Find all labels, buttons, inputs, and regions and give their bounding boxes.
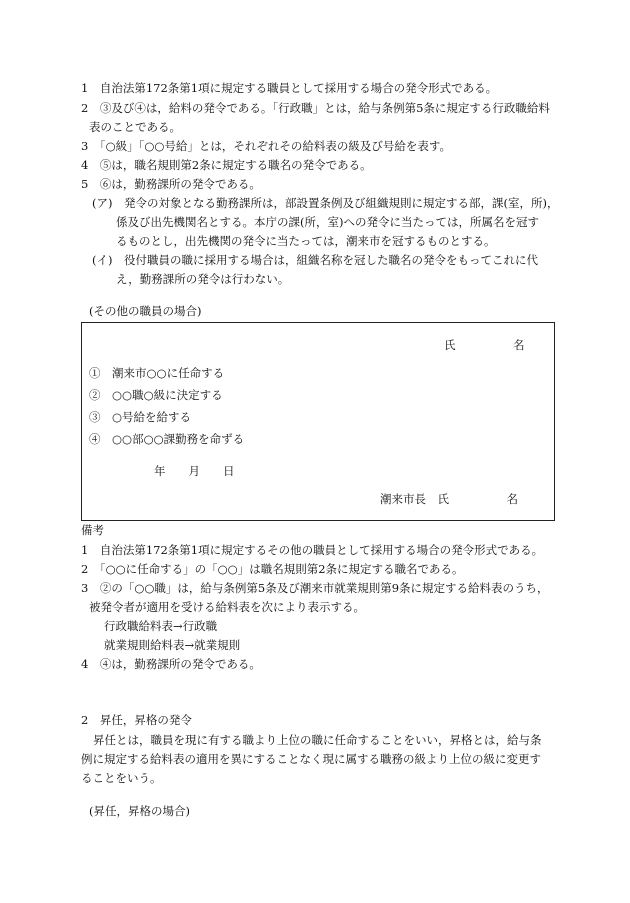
section2-subtitle: (昇任，昇格の場合): [89, 804, 190, 818]
note-5-a-cont1: 係及び出先機関名とする。本庁の課(所，室)への発令に当たっては，所属名を冠す: [116, 215, 539, 229]
section2-body-1: 昇任とは，職員を現に有する職より上位の職に任命することをいい，昇格とは，給与条: [93, 733, 542, 747]
remark-3: 3 ②の「○○職」は，給与条例第5条及び潮来市就業規則第9条に規定する給料表のうち，: [81, 581, 549, 595]
note-4: 4 ⑤は，職名規則第2条に規定する職名の発令である。: [81, 158, 372, 172]
note-3: 3 「○級」「○○号給」とは，それぞれその給料表の級及び号給を表す。: [81, 139, 451, 153]
remarks-title: 備考: [81, 523, 104, 537]
note-5-i: (イ) 役付職員の職に採用する場合は，組織名称を冠した職名の発令をもってこれに代: [92, 253, 538, 267]
section2-heading: 2 昇任，昇格の発令: [81, 713, 192, 727]
note-5: 5 ⑥は，勤務課所の発令である。: [81, 177, 261, 191]
form-item-1: ① 潮来市○○に任命する: [89, 366, 225, 380]
remark-4: 4 ④は，勤務課所の発令である。: [81, 657, 261, 671]
remark-3-cont: 被発令者が適用を受ける給料表を次により表示する。: [89, 600, 365, 614]
note-5-a-cont2: るものとし，出先機関の発令に当たっては，潮来市を冠するものとする。: [116, 234, 496, 248]
section2-body-2: 例に規定する給料表の適用を異にすることなく現に属する職務の級より上位の級に変更す: [81, 752, 541, 766]
section-title-other: (その他の職員の場合): [89, 304, 202, 318]
form-item-3: ③ ○号給を給する: [89, 410, 192, 424]
form-name-label: 氏 名: [444, 338, 525, 352]
remark-3-map-1: 行政職給料表→行政職: [104, 619, 218, 633]
remark-3-map-2: 就業規則給料表→就業規則: [104, 638, 241, 652]
remark-1: 1 自治法第172条第1項に規定するその他の職員として採用する場合の発令形式である。: [81, 543, 544, 557]
note-2: 2 ③及び④は，給料の発令である。「行政職」とは，給与条例第5条に規定する行政職給料: [81, 101, 550, 115]
remark-2: 2 「○○に任命する」の「○○」は職名規則第2条に規定する職名である。: [81, 562, 464, 576]
form-date: 年 月 日: [154, 464, 235, 478]
section2-body-3: ることをいう。: [81, 771, 162, 785]
note-5-i-cont: え，勤務課所の発令は行わない。: [116, 272, 290, 286]
note-1: 1 自治法第172条第1項に規定する職員として採用する場合の発令形式である。: [81, 81, 498, 95]
form-item-4: ④ ○○部○○課勤務を命ずる: [89, 432, 245, 446]
note-2-cont: 表のことである。: [89, 120, 181, 134]
form-signer: 潮来市長 氏 名: [380, 492, 518, 506]
form-item-2: ② ○○職○級に決定する: [89, 388, 223, 402]
note-5-a: (ア) 発令の対象となる勤務課所は，部設置条例及び組織規則に規定する部，課(室，所)，: [92, 196, 559, 210]
